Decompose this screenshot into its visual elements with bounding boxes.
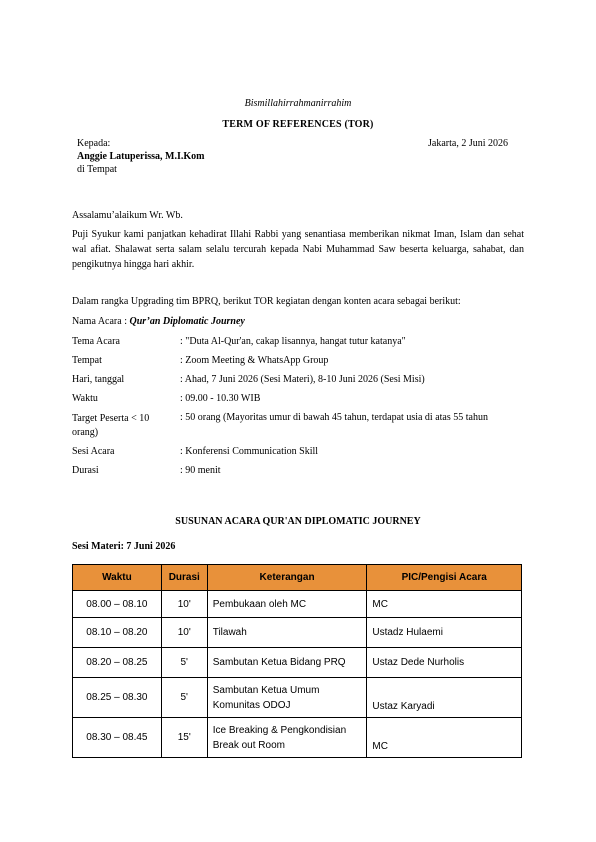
- schedule-title: SUSUNAN ACARA QUR'AN DIPLOMATIC JOURNEY: [175, 516, 421, 527]
- schedule-table: [72, 564, 522, 758]
- cell-description: Sambutan Ketua Bidang PRQ: [207, 648, 367, 678]
- document-title: TERM OF REFERENCES (TOR): [222, 119, 374, 130]
- cell-duration: 15': [161, 718, 207, 758]
- cell-time: 08.10 – 08.20: [73, 618, 162, 648]
- column-header-description: Keterangan: [207, 565, 367, 591]
- cell-pic: Ustaz Karyadi: [367, 678, 522, 718]
- cell-time: 08.00 – 08.10: [73, 591, 162, 618]
- detail-label: Hari, tanggal: [72, 374, 125, 385]
- table-header-row: [73, 565, 522, 591]
- cell-time: 08.30 – 08.45: [73, 718, 162, 758]
- table-row: [73, 718, 522, 758]
- cell-duration: 5': [161, 648, 207, 678]
- recipient-place: di Tempat: [77, 164, 117, 175]
- detail-value: : Ahad, 7 Juni 2026 (Sesi Materi), 8-10 Juni 2026 (Sesi Misi): [180, 374, 425, 385]
- recipient-name: Anggie Latuperissa, M.I.Kom: [77, 151, 205, 162]
- cell-description: Ice Breaking & Pengkondisian Break out Room: [207, 718, 367, 758]
- greeting: Assalamu’alaikum Wr. Wb.: [72, 210, 183, 221]
- cell-time: 08.25 – 08.30: [73, 678, 162, 718]
- cell-duration: 10': [161, 618, 207, 648]
- detail-label: Waktu: [72, 393, 98, 404]
- intro-paragraph: Dalam rangka Upgrading tim BPRQ, berikut TOR kegiatan dengan konten acara sebagai berikut:: [72, 296, 461, 307]
- column-header-time: Waktu: [73, 565, 162, 591]
- session-heading: Sesi Materi: 7 Juni 2026: [72, 541, 176, 552]
- cell-description: Pembukaan oleh MC: [207, 591, 367, 618]
- opening-paragraph: Puji Syukur kami panjatkan kehadirat Illahi Rabbi yang senantiasa memberikan nikmat Iman, Islam dan sehat wal afiat. Shalawat serta salam selalu tercurah kepada Nabi Muhammad Saw beserta keluarga, sahabat, dan pengikutnya hingga hari akhir.: [72, 229, 524, 270]
- detail-label: Tempat: [72, 355, 102, 366]
- event-name-value: Qur’an Diplomatic Journey: [129, 316, 245, 327]
- event-name-label: Nama Acara :: [72, 316, 130, 327]
- table-row: [73, 618, 522, 648]
- detail-value: : "Duta Al-Qur'an, cakap lisannya, hangat tutur katanya": [180, 336, 406, 347]
- column-header-pic: PIC/Pengisi Acara: [367, 565, 522, 591]
- letter-date: Jakarta, 2 Juni 2026: [428, 138, 508, 149]
- detail-value: : Konferensi Communication Skill: [180, 446, 319, 457]
- event-name-line: [72, 316, 245, 327]
- cell-pic: Ustadz Hulaemi: [367, 618, 522, 648]
- column-header-duration: Durasi: [161, 565, 207, 591]
- bismillah: Bismillahirrahmanirrahim: [244, 98, 352, 109]
- cell-pic: MC: [367, 591, 522, 618]
- detail-value: : 50 orang (Mayoritas umur di bawah 45 tahun, terdapat usia di atas 55 tahun: [180, 412, 488, 423]
- cell-pic: MC: [367, 718, 522, 758]
- cell-description: Sambutan Ketua Umum Komunitas ODOJ: [207, 678, 367, 718]
- table-row: [73, 678, 522, 718]
- detail-value: : 90 menit: [180, 465, 221, 476]
- detail-label: Durasi: [72, 465, 99, 476]
- cell-duration: 5': [161, 678, 207, 718]
- detail-label: Tema Acara: [72, 336, 120, 347]
- detail-label: Sesi Acara: [72, 446, 115, 457]
- detail-value: : Zoom Meeting & WhatsApp Group: [180, 355, 329, 366]
- detail-value: : 09.00 - 10.30 WIB: [180, 393, 261, 404]
- cell-pic: Ustaz Dede Nurholis: [367, 648, 522, 678]
- table-row: [73, 648, 522, 678]
- cell-description: Tilawah: [207, 618, 367, 648]
- table-row: [73, 591, 522, 618]
- cell-time: 08.20 – 08.25: [73, 648, 162, 678]
- to-label: Kepada:: [77, 138, 111, 149]
- cell-duration: 10': [161, 591, 207, 618]
- detail-label: Target Peserta < 10 orang): [72, 413, 150, 438]
